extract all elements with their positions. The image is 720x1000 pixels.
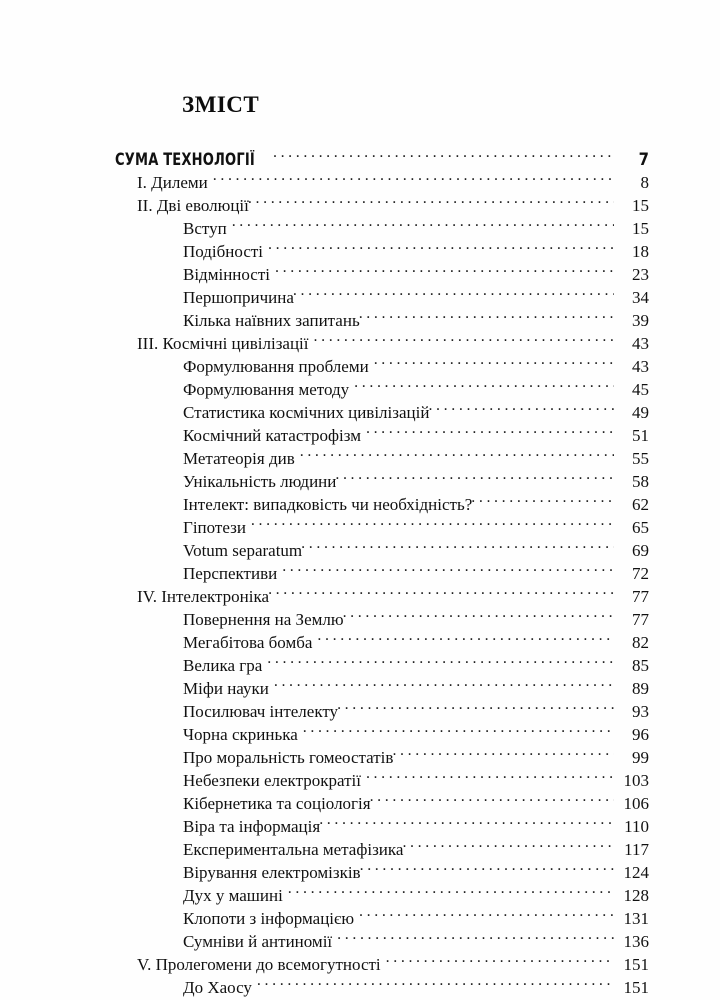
toc-entry[interactable] (0, 700, 720, 723)
toc-entry-label: Мегабітова бомба (183, 633, 313, 652)
dot-leader (359, 309, 614, 326)
toc-entry[interactable] (0, 493, 720, 516)
toc-entry[interactable] (0, 677, 720, 700)
toc-entry-label: Віра та інформація (183, 817, 321, 836)
toc-entry-label: Про моральність гомеостатів (183, 748, 394, 767)
dot-leader (392, 746, 614, 763)
toc-entry-page-number: 8 (640, 173, 649, 192)
toc-entry-page-number: 34 (632, 288, 649, 307)
toc-entry-page-number: 65 (632, 518, 649, 537)
dot-leader (314, 332, 614, 349)
toc-entry-page-number: 82 (632, 633, 649, 652)
toc-entry-page-number: 106 (623, 794, 649, 813)
dot-leader (273, 148, 614, 165)
toc-entry[interactable] (0, 723, 720, 746)
toc-entry-page-number: 77 (632, 610, 649, 629)
dot-leader (268, 240, 614, 257)
toc-entry-page-number: 15 (632, 219, 649, 238)
dot-leader (275, 263, 614, 280)
dot-leader (257, 976, 614, 993)
toc-entry-label: Першопричина (183, 288, 294, 307)
toc-entry-page-number: 18 (632, 242, 649, 261)
toc-entry[interactable] (0, 654, 720, 677)
toc-entry-page-number: 43 (632, 357, 649, 376)
dot-leader (317, 631, 614, 648)
toc-entry-label: Унікальність людини (183, 472, 337, 491)
toc-entry-label: II. Дві еволюції (137, 196, 249, 215)
dot-leader (337, 700, 614, 717)
toc-entry-page-number: 51 (632, 426, 649, 445)
toc-entry-page-number: 49 (632, 403, 649, 422)
toc-entry[interactable] (0, 838, 720, 861)
toc-entry-page-number: 136 (623, 932, 649, 951)
toc-entry-label: Дух у машині (183, 886, 283, 905)
toc-entry-label: Метатеорія див (183, 449, 295, 468)
toc-entry[interactable] (0, 240, 720, 263)
toc-entry[interactable] (0, 286, 720, 309)
toc-entry[interactable] (0, 792, 720, 815)
toc-entry-label: Статистика космічних цивілізацій (183, 403, 430, 422)
toc-entry[interactable] (0, 930, 720, 953)
toc-entry-page-number: 96 (632, 725, 649, 744)
toc-entry[interactable] (0, 907, 720, 930)
toc-entry-page-number: 77 (632, 587, 649, 606)
toc-entry-page-number: 99 (632, 748, 649, 767)
toc-entry-label: III. Космічні цивілізації (137, 334, 309, 353)
toc-entry-label: Чорна скринька (183, 725, 298, 744)
toc-entry[interactable] (0, 332, 720, 355)
dot-leader (232, 217, 614, 234)
toc-entry-label: Гіпотези (183, 518, 246, 537)
toc-entry[interactable] (0, 516, 720, 539)
dot-leader (248, 194, 614, 211)
toc-entry[interactable] (0, 976, 720, 999)
toc-entry-label: Космічний катастрофізм (183, 426, 361, 445)
dot-leader (288, 884, 614, 901)
toc-entry[interactable] (0, 884, 720, 907)
dot-leader (354, 378, 614, 395)
toc-entry-label: До Хаосу (183, 978, 252, 997)
toc-entry-page-number: 131 (623, 909, 649, 928)
toc-entry-page-number: 55 (632, 449, 649, 468)
toc-entry[interactable] (0, 447, 720, 470)
toc-entry[interactable] (0, 585, 720, 608)
dot-leader (301, 539, 614, 556)
toc-entry-page-number: 69 (632, 541, 649, 560)
page-title: ЗМІСТ (182, 92, 260, 117)
dot-leader (366, 769, 614, 786)
toc-entry-label: I. Дилеми (137, 173, 208, 192)
toc-entry[interactable] (0, 861, 720, 884)
dot-leader (402, 838, 614, 855)
dot-leader (251, 516, 614, 533)
toc-entry[interactable] (0, 746, 720, 769)
toc-entry[interactable] (0, 539, 720, 562)
toc-entry-page-number: 23 (632, 265, 649, 284)
toc-entry[interactable] (0, 401, 720, 424)
toc-entry-page-number: 62 (632, 495, 649, 514)
toc-entry[interactable] (0, 217, 720, 240)
toc-entry[interactable] (0, 378, 720, 401)
dot-leader (386, 953, 614, 970)
toc-entry[interactable] (0, 631, 720, 654)
toc-entry-page-number: 15 (632, 196, 649, 215)
toc-entry[interactable] (0, 309, 720, 332)
toc-entry-label: Інтелект: випадковість чи необхідність? (183, 495, 473, 514)
dot-leader (268, 585, 614, 602)
dot-leader (293, 286, 614, 303)
toc-entry[interactable] (0, 470, 720, 493)
toc-entry-label: Небезпеки електрократії (183, 771, 361, 790)
toc-entry-page-number: 39 (632, 311, 649, 330)
toc-entry-label: Votum separatum (183, 541, 303, 560)
toc-entry-label: Посилювач інтелекту (183, 702, 339, 721)
toc-entry[interactable] (0, 424, 720, 447)
toc-entry-label: Повернення на Землю (183, 610, 344, 629)
toc-entry[interactable] (0, 263, 720, 286)
toc-entry-label: Вступ (183, 219, 227, 238)
toc-entry-label: IV. Інтелектроніка (137, 587, 270, 606)
toc-entry-label: Сумніви й антиномії (183, 932, 333, 951)
dot-leader (471, 493, 614, 510)
dot-leader (319, 815, 614, 832)
dot-leader (303, 723, 614, 740)
toc-entry[interactable] (0, 815, 720, 838)
toc-entry-page-number: 7 (638, 150, 649, 169)
toc-entry-label: Формулювання методу (183, 380, 350, 399)
toc-entry-page-number: 151 (623, 955, 649, 974)
toc-entry-label: Перспективи (183, 564, 278, 583)
dot-leader (300, 447, 614, 464)
toc-entry-page-number: 58 (632, 472, 649, 491)
toc-entry-page-number: 117 (624, 840, 649, 859)
toc-entry-page-number: 110 (624, 817, 649, 836)
toc-entry-label: V. Пролегомени до всемогутності (137, 955, 381, 974)
toc-entry-page-number: 128 (623, 886, 649, 905)
dot-leader (374, 355, 614, 372)
dot-leader (267, 654, 614, 671)
dot-leader (335, 470, 614, 487)
toc-entry-label: Клопоти з інформацією (183, 909, 355, 928)
toc-entry-page-number: 151 (623, 978, 649, 997)
toc-entry-page-number: 45 (632, 380, 649, 399)
toc-entry[interactable] (0, 608, 720, 631)
toc-entry[interactable] (0, 171, 720, 194)
dot-leader (359, 907, 614, 924)
toc-entry[interactable] (0, 769, 720, 792)
toc-entry-label: Вірування електромізків (183, 863, 361, 882)
toc-entry-page-number: 124 (623, 863, 649, 882)
toc-entry-label: Кібернетика та соціологія (183, 794, 371, 813)
toc-entry-label: Міфи науки (183, 679, 269, 698)
toc-entry-label: Експериментальна метафізика (183, 840, 404, 859)
dot-leader (337, 930, 614, 947)
toc-entry[interactable] (0, 194, 720, 217)
toc-entry-label: Кілька наївних запитань (183, 311, 360, 330)
toc-entry-label: Відмінності (183, 265, 271, 284)
dot-leader (428, 401, 614, 418)
toc-entry-page-number: 93 (632, 702, 649, 721)
toc-entry-label: СУМА ТЕХНОЛОГІЇ (115, 150, 255, 169)
toc-entry[interactable] (0, 148, 720, 171)
dot-leader (274, 677, 614, 694)
dot-leader (213, 171, 614, 188)
toc-entry[interactable] (0, 355, 720, 378)
dot-leader (360, 861, 614, 878)
dot-leader (282, 562, 614, 579)
toc-entry[interactable] (0, 953, 720, 976)
dot-leader (370, 792, 614, 809)
toc-entry-page-number: 89 (632, 679, 649, 698)
toc-entry-page-number: 72 (632, 564, 649, 583)
toc-entry[interactable] (0, 562, 720, 585)
toc-entry-page-number: 103 (623, 771, 649, 790)
toc-entry-label: Формулювання проблеми (183, 357, 369, 376)
toc-entry-page-number: 43 (632, 334, 649, 353)
toc-entry-label: Подібності (183, 242, 264, 261)
table-of-contents (0, 148, 720, 999)
dot-leader (366, 424, 614, 441)
dot-leader (343, 608, 614, 625)
toc-entry-page-number: 85 (632, 656, 649, 675)
toc-entry-label: Велика гра (183, 656, 263, 675)
